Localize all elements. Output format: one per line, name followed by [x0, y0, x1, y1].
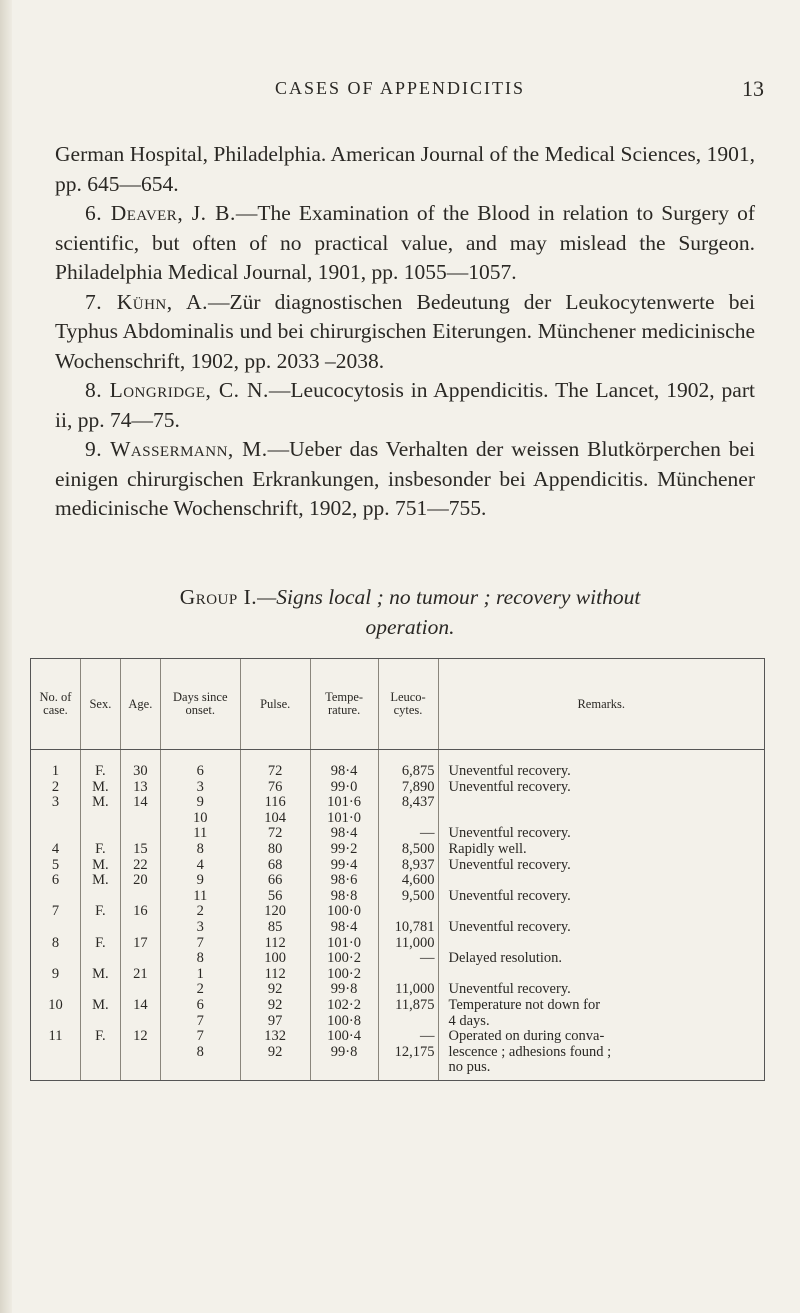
table-cell: 21	[120, 967, 160, 983]
table-cell: 1	[160, 967, 240, 983]
reference-author: 8. Longridge, C. N.	[85, 378, 269, 402]
table-cell: 17	[120, 936, 160, 952]
table-cell: 30	[120, 750, 160, 780]
reference-list	[55, 140, 755, 524]
table-row	[31, 1014, 765, 1030]
table-cell	[31, 1014, 81, 1030]
table-cell: 99·8	[310, 1045, 378, 1061]
page-number: 13	[742, 76, 764, 101]
table-row	[31, 1045, 765, 1061]
table-cell: 80	[240, 842, 310, 858]
reference-author: 6. Deaver, J. B.	[85, 201, 236, 225]
reference-author: 7. Kühn, A.	[85, 289, 208, 314]
table-cell: 76	[240, 780, 310, 796]
group-heading	[60, 582, 760, 642]
table-cell: 8	[31, 936, 81, 952]
table-cell: 10,781	[378, 920, 438, 936]
group-title-line2: operation.	[365, 615, 455, 639]
table-cell: 7	[160, 1029, 240, 1045]
table-cell: F.	[80, 842, 120, 858]
table-row	[31, 842, 765, 858]
table-cell	[80, 811, 120, 827]
reference-9: 9. Wassermann, M.—Ueber das Verhalten der weissen Blutkörperchen bei einigen chirurgischen Erkrankungen, insbesonder bei Appendicitis. Münchener medicinische Wochenschrift, 1902, pp. 751—755.	[55, 437, 755, 520]
table-cell	[378, 811, 438, 827]
table-cell	[120, 1014, 160, 1030]
reference-6: 6. Deaver, J. B.—The Examination of the Blood in relation to Surgery of scientific, but often of no practical value, and may mislead the Surgeon. Philadelphia Medical Journal, 1901, pp. 1055—1057.	[55, 201, 756, 284]
table-cell: 8	[160, 842, 240, 858]
table-row	[31, 750, 765, 780]
table-cell: 8	[160, 951, 240, 967]
table-cell: 11,000	[378, 936, 438, 952]
table-cell: Uneventful recovery.	[438, 750, 765, 780]
table-cell	[120, 1045, 160, 1061]
table-cell: 6	[160, 750, 240, 780]
table-cell: 72	[240, 750, 310, 780]
table-cell	[120, 920, 160, 936]
table-cell: 16	[120, 904, 160, 920]
table-cell	[160, 1060, 240, 1080]
table-cell: 15	[120, 842, 160, 858]
table-cell: 11,875	[378, 998, 438, 1014]
table-cell: 99·0	[310, 780, 378, 796]
table-cell: M.	[80, 873, 120, 889]
table-cell: 4	[160, 858, 240, 874]
table-cell: 2	[31, 780, 81, 796]
reference-author: 9. Wassermann, M.	[85, 437, 268, 461]
table-cell: 99·2	[310, 842, 378, 858]
table-cell: 11	[31, 1029, 81, 1045]
table-cell: 72	[240, 826, 310, 842]
table-cell	[31, 982, 81, 998]
table-cell	[378, 967, 438, 983]
table-cell: 2	[160, 904, 240, 920]
table-cell: Uneventful recovery.	[438, 889, 765, 905]
table-cell	[120, 811, 160, 827]
table-cell	[80, 1045, 120, 1061]
table-row	[31, 1060, 765, 1080]
table-cell: 101·6	[310, 795, 378, 811]
table-cell: M.	[80, 998, 120, 1014]
table-cell	[378, 904, 438, 920]
table-header-row	[31, 659, 765, 750]
column-header: Pulse.	[240, 659, 310, 750]
table-cell	[31, 826, 81, 842]
table-cell: Rapidly well.	[438, 842, 765, 858]
table-cell	[31, 951, 81, 967]
table-cell: 12,175	[378, 1045, 438, 1061]
table-cell: Uneventful recovery.	[438, 858, 765, 874]
table-cell: lescence ; adhesions found ;	[438, 1045, 765, 1061]
column-header: Days since onset.	[160, 659, 240, 750]
column-header: Sex.	[80, 659, 120, 750]
table-cell: 12	[120, 1029, 160, 1045]
table-cell	[80, 1060, 120, 1080]
table-cell: 7,890	[378, 780, 438, 796]
table-cell: 102·2	[310, 998, 378, 1014]
table-cell: Uneventful recovery.	[438, 780, 765, 796]
table-cell: —	[378, 951, 438, 967]
table-cell: 14	[120, 998, 160, 1014]
table-row	[31, 889, 765, 905]
table-cell: 98·8	[310, 889, 378, 905]
table-cell: M.	[80, 795, 120, 811]
table-cell: 8,937	[378, 858, 438, 874]
table-cell: Temperature not down for	[438, 998, 765, 1014]
column-header: No. of case.	[31, 659, 81, 750]
table-cell	[438, 795, 765, 811]
table-cell: F.	[80, 936, 120, 952]
table-cell: 13	[120, 780, 160, 796]
group-label: Group I.	[179, 585, 258, 609]
table-cell: 100·8	[310, 1014, 378, 1030]
table-cell: 100·2	[310, 967, 378, 983]
table-row	[31, 998, 765, 1014]
table-cell: 101·0	[310, 811, 378, 827]
table-cell: F.	[80, 750, 120, 780]
table-cell: 3	[160, 780, 240, 796]
table-row	[31, 951, 765, 967]
table-cell	[120, 982, 160, 998]
table-cell: 7	[160, 1014, 240, 1030]
table-cell: 9	[160, 795, 240, 811]
table-cell: 9,500	[378, 889, 438, 905]
table-cell: 104	[240, 811, 310, 827]
table-cell: 85	[240, 920, 310, 936]
table-body	[31, 750, 765, 1081]
table-cell: 92	[240, 998, 310, 1014]
table-row	[31, 967, 765, 983]
table-cell: 92	[240, 982, 310, 998]
table-cell	[31, 1045, 81, 1061]
table-row	[31, 982, 765, 998]
table-cell: F.	[80, 904, 120, 920]
table-cell: 4	[31, 842, 81, 858]
table-cell: 11	[160, 889, 240, 905]
table-cell: 120	[240, 904, 310, 920]
table-cell: Uneventful recovery.	[438, 826, 765, 842]
table-cell: 99·8	[310, 982, 378, 998]
table-cell: Uneventful recovery.	[438, 920, 765, 936]
table-cell: no pus.	[438, 1060, 765, 1080]
table-cell: 98·4	[310, 826, 378, 842]
table-cell: 116	[240, 795, 310, 811]
table-cell: 8,437	[378, 795, 438, 811]
table-cell: 9	[160, 873, 240, 889]
table-cell: M.	[80, 858, 120, 874]
table-cell	[80, 982, 120, 998]
table-cell: Uneventful recovery.	[438, 982, 765, 998]
table-cell: 68	[240, 858, 310, 874]
table-cell: Operated on during conva-	[438, 1029, 765, 1045]
table-cell: 3	[31, 795, 81, 811]
table-cell: 7	[160, 936, 240, 952]
table-cell: 6	[31, 873, 81, 889]
table-row	[31, 780, 765, 796]
column-header: Remarks.	[438, 659, 765, 750]
table-cell	[80, 920, 120, 936]
table-row	[31, 920, 765, 936]
table-cell: 22	[120, 858, 160, 874]
table-cell: 98·6	[310, 873, 378, 889]
column-header: Age.	[120, 659, 160, 750]
table-row	[31, 904, 765, 920]
page-edge-shadow	[0, 0, 12, 1313]
table-cell: M.	[80, 967, 120, 983]
table-cell: 98·4	[310, 750, 378, 780]
table-cell: 20	[120, 873, 160, 889]
table-cell	[120, 826, 160, 842]
table-row	[31, 873, 765, 889]
table-cell: —	[378, 1029, 438, 1045]
table-cell: Delayed resolution.	[438, 951, 765, 967]
table-cell	[31, 889, 81, 905]
table-cell	[120, 951, 160, 967]
reference-5-continued: German Hospital, Philadelphia. American Journal of the Medical Sciences, 1901, pp. 645—654.	[55, 142, 755, 196]
table-cell: 7	[31, 904, 81, 920]
table-cell: 10	[31, 998, 81, 1014]
table-row	[31, 936, 765, 952]
table-cell: 100·4	[310, 1029, 378, 1045]
table-cell	[31, 811, 81, 827]
table-cell	[438, 936, 765, 952]
running-title: CASES OF APPENDICITIS	[274, 78, 526, 98]
table-cell: 100	[240, 951, 310, 967]
table-cell	[80, 889, 120, 905]
table-cell: M.	[80, 780, 120, 796]
table-cell: 100·2	[310, 951, 378, 967]
table-cell	[438, 873, 765, 889]
table-cell: 99·4	[310, 858, 378, 874]
reference-8: 8. Longridge, C. N.—Leucocytosis in Appendicitis. The Lancet, 1902, part ii, pp. 74—75.	[55, 378, 755, 432]
table-cell: 10	[160, 811, 240, 827]
table-cell	[31, 1060, 81, 1080]
table-cell	[240, 1060, 310, 1080]
table-cell	[120, 1060, 160, 1080]
table-cell	[80, 951, 120, 967]
table-cell: 11	[160, 826, 240, 842]
table-cell: 4,600	[378, 873, 438, 889]
table-cell	[120, 889, 160, 905]
table-cell: 8,500	[378, 842, 438, 858]
table-cell	[378, 1014, 438, 1030]
table-cell	[438, 811, 765, 827]
table-cell: 66	[240, 873, 310, 889]
table-row	[31, 858, 765, 874]
table-cell: —	[378, 826, 438, 842]
table-cell: 14	[120, 795, 160, 811]
table-cell	[438, 967, 765, 983]
table-cell: 8	[160, 1045, 240, 1061]
table-cell: 112	[240, 936, 310, 952]
table-cell	[80, 826, 120, 842]
table-cell: 92	[240, 1045, 310, 1061]
table-cell: F.	[80, 1029, 120, 1045]
table-cell: 4 days.	[438, 1014, 765, 1030]
table-cell: 6	[160, 998, 240, 1014]
table-row	[31, 1029, 765, 1045]
table-cell	[438, 904, 765, 920]
table-cell: 112	[240, 967, 310, 983]
table-cell: 2	[160, 982, 240, 998]
page-header	[60, 76, 764, 106]
table-cell: 6,875	[378, 750, 438, 780]
column-header: Tempe-rature.	[310, 659, 378, 750]
table-cell: 11,000	[378, 982, 438, 998]
table-cell: 9	[31, 967, 81, 983]
table-cell: 97	[240, 1014, 310, 1030]
column-header: Leuco-cytes.	[378, 659, 438, 750]
group-title-line1: —Signs local ; no tumour ; recovery without	[257, 585, 641, 609]
table-cell: 132	[240, 1029, 310, 1045]
reference-7: 7. Kühn, A.—Zür diagnostischen Bedeutung der Leukocytenwerte bei Typhus Abdominalis und bei chirurgischen Eiterungen. Münchener medicinische Wochenschrift, 1902, pp. 2033 –2038.	[55, 289, 755, 373]
table-cell	[378, 1060, 438, 1080]
cases-table	[30, 658, 765, 1081]
table-cell	[80, 1014, 120, 1030]
table-cell: 101·0	[310, 936, 378, 952]
table-cell: 56	[240, 889, 310, 905]
table-row	[31, 795, 765, 811]
table-cell: 1	[31, 750, 81, 780]
table-cell	[310, 1060, 378, 1080]
table-cell: 5	[31, 858, 81, 874]
table-cell: 100·0	[310, 904, 378, 920]
table-row	[31, 811, 765, 827]
table-cell: 98·4	[310, 920, 378, 936]
table-row	[31, 826, 765, 842]
table-cell: 3	[160, 920, 240, 936]
table-cell	[31, 920, 81, 936]
